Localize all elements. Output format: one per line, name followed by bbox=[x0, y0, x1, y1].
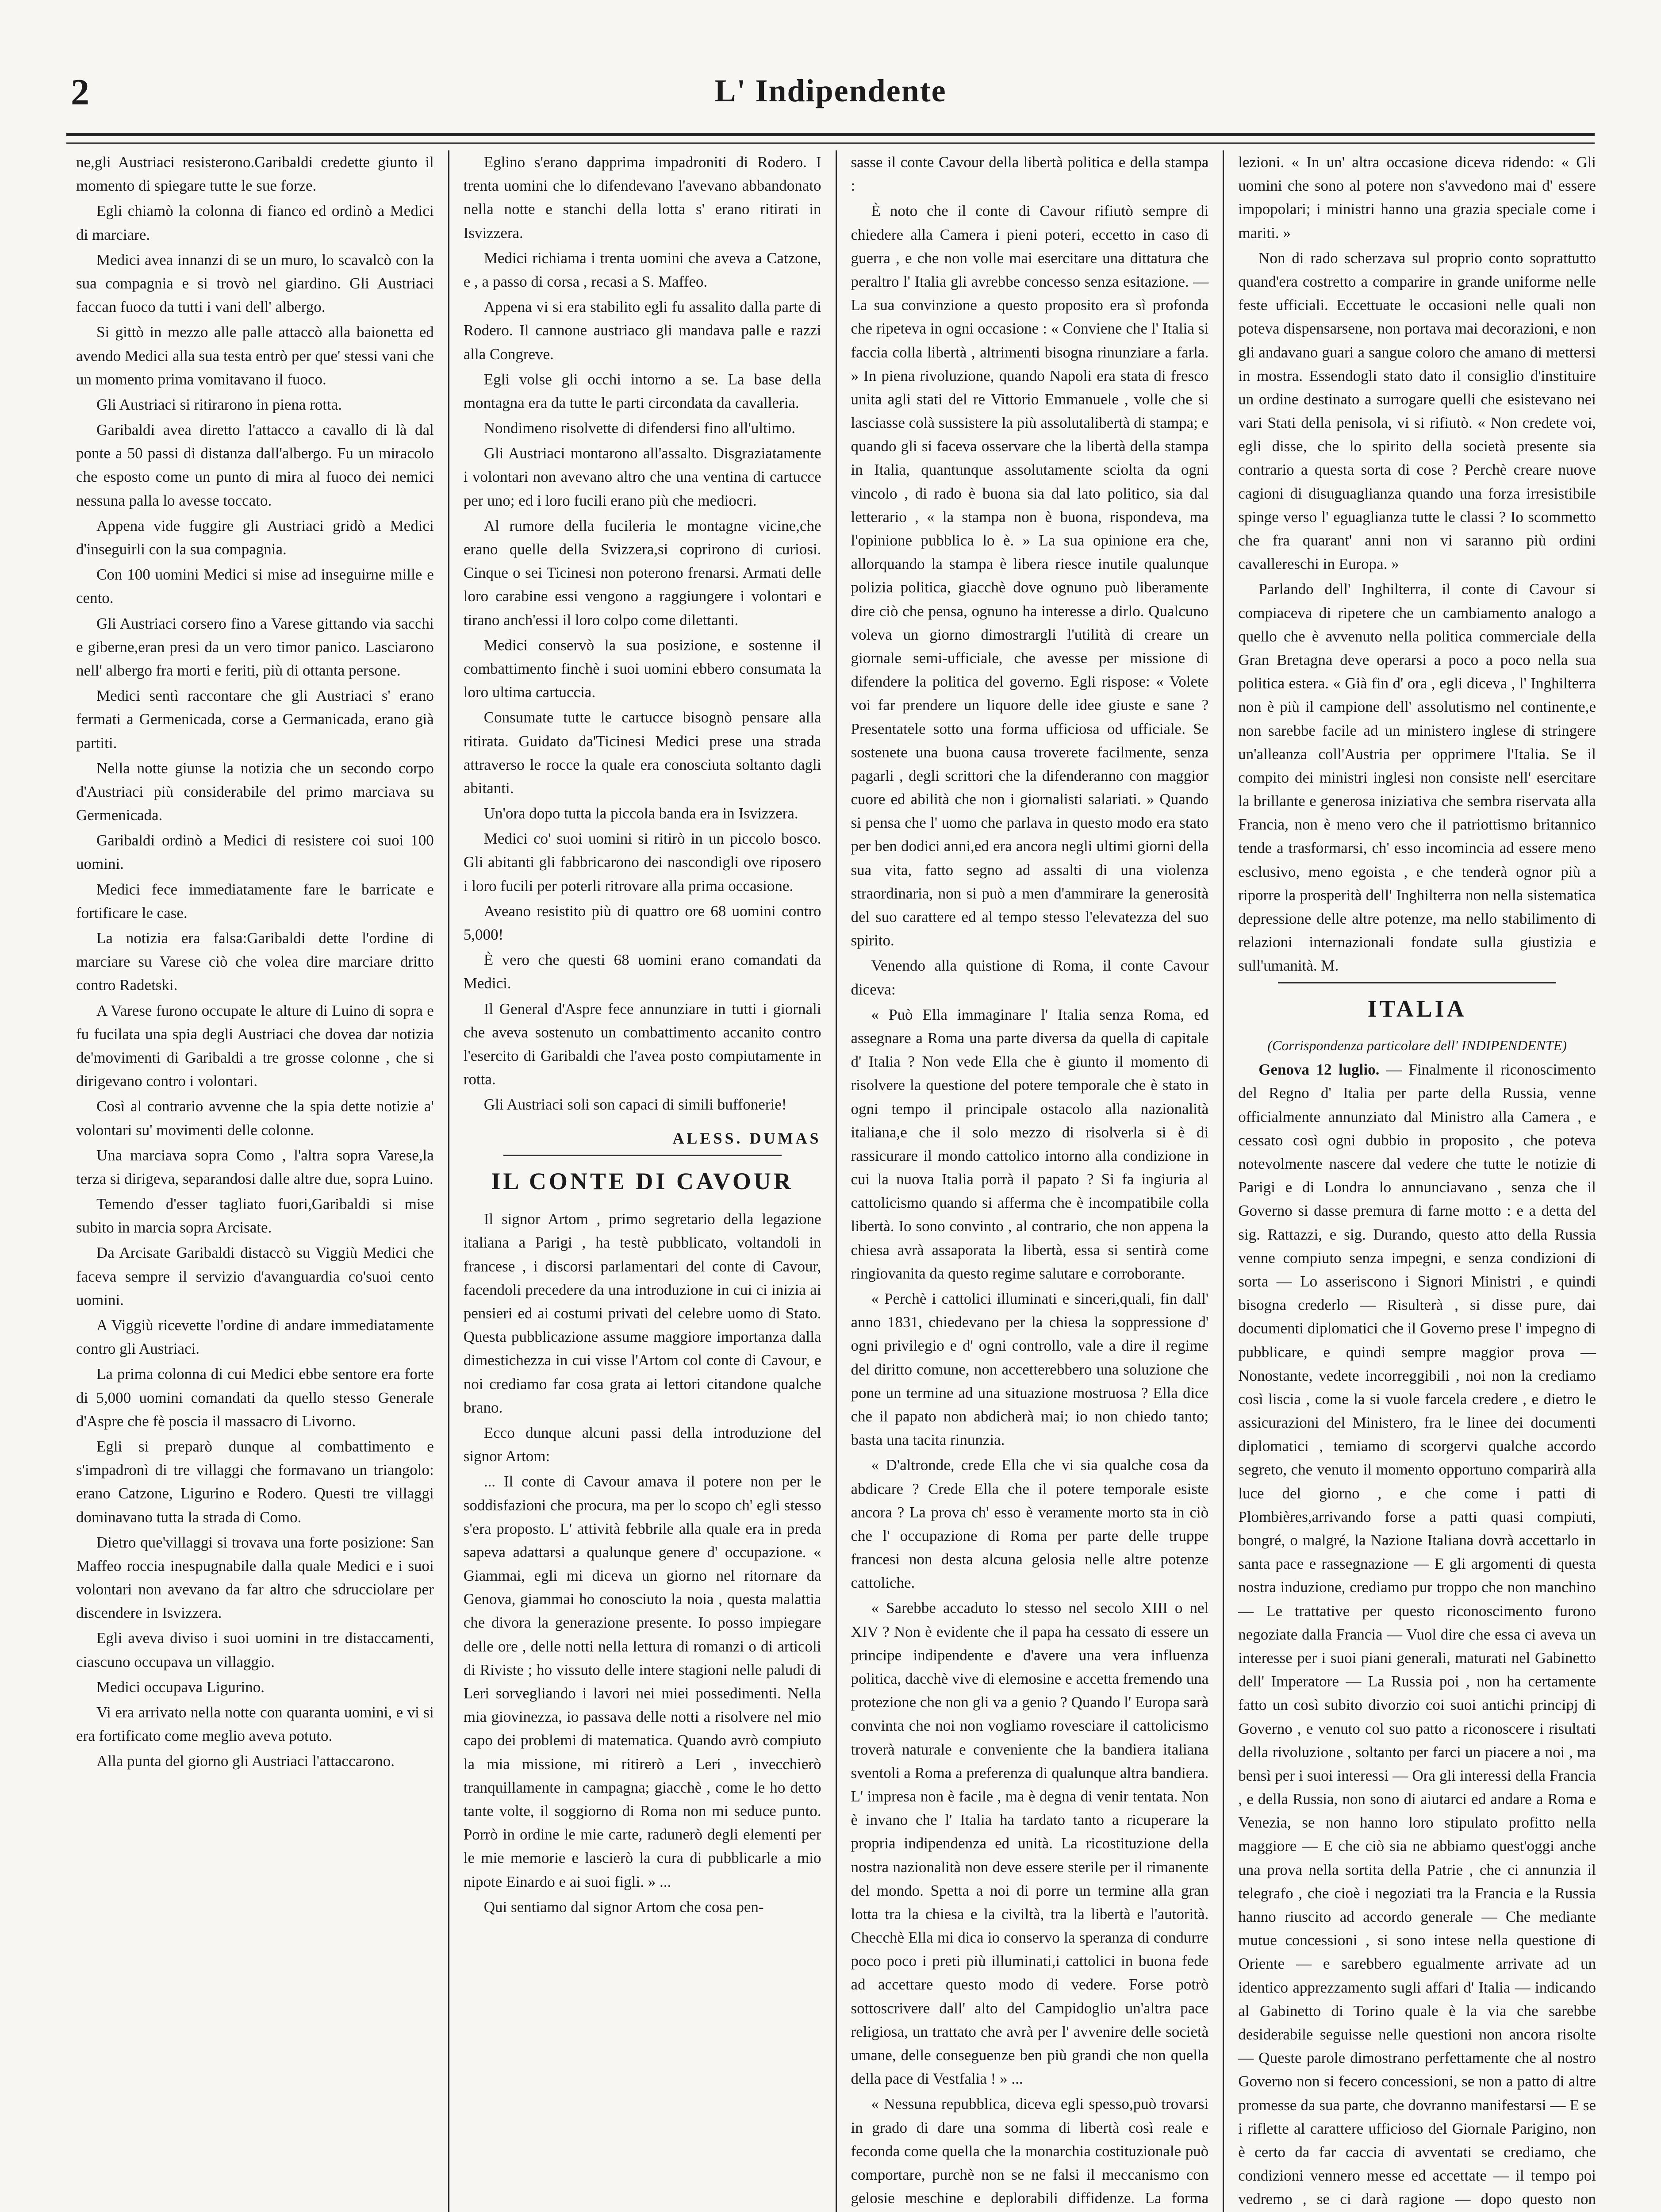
paragraph: Eglino s'erano dapprima impadroniti di Rodero. I trenta uomini che lo difendevano l'avevano abbandonato nella notte e stanchi della lotta s' erano ritirati in Isvizzera. bbox=[463, 154, 821, 242]
paragraph: lezioni. « In un' altra occasione diceva ridendo: « Gli uomini che sono al potere non s'avvedono mai d' essere impopolari; i ministri hanno una grazia speciale come i mariti. » bbox=[1238, 154, 1596, 242]
paragraph: È noto che il conte di Cavour rifiutò sempre di chiedere alla Camera i pieni poteri, eccetto in caso di guerra , e che non volle mai esercitare una dittatura che peraltro l' Italia gli avrebbe concesso senza esitazione. — La sua convinzione a questo proposito era sì profonda che ripeteva in ogni occasione : « Conviene che l' Italia si faccia colla libertà , altrimenti bisogna rinunziare a farla. » In piena rivoluzione, quando Napoli era stata di fresco unita agli stati del re Vittorio Emmanuele , volle che si lasciasse colà sussistere la più assolutalibertà di stampa; e quando gli si faceva osservare che la libertà della stampa in Italia, quantunque assolutamente sciolta da ogni vincolo , di rado è buona sia dal lato politico, sia dal letterario , « la stampa non è buona, rispondeva, ma l'opinione pubblica lo è. » La sua opinione era che, allorquando la stampa è libera riesce inutile qualunque polizia politica, giacchè dove ognuno può liberamente dire ciò che pensa, ognuno ha interesse a dirlo. Qualcuno voleva un giorno dimostrargli l'utilità di creare un giornale semi-ufficiale, che avesse per missione di difendere la politica del governo. Egli rispose: « Volete voi far prendere un liquore delle idee giuste e sane ? Presentatele sotto una forma ufficiosa od ufficiale. Se sostenete una buona causa troverete facilmente, senza pagarli , degli scrittori che la difenderanno con maggior cuore ed abilità che non i giornalisti salariati. » Quando si pensa che l' uomo che parlava in questo modo era stato per ben dodici anni,ed era ancora negli ultimi giorni della sua vita, fatto segno ad assalti di una violenza straordinaria, non si può a men d'ammirare la generosità del suo carattere ed al tempo stesso l'elevatezza del suo spirito. bbox=[851, 202, 1209, 949]
paragraph: Il General d'Aspre fece annunziare in tutti i giornali che aveva sostenuto un combattimento accanito contro l'esercito di Garibaldi che l'avea posto compiutamente in rotta. bbox=[463, 1000, 821, 1088]
page-header bbox=[40, 66, 1621, 133]
paragraph: Parlando dell' Inghilterra, il conte di Cavour si compiaceva di ripetere che un cambiamento analogo a quello che è avvenuto nella politica commerciale della Gran Bretagna deve operarsi a poco a poco nella sua politica estera. « Già fin d' ora , egli diceva , l' Inghilterra non è più il campione dell' assolutismo nel continente,e non sarebbe facile ad un ministero inglese di stringere un'alleanza coll'Austria per opprimere l'Italia. Se il compito dei ministri inglesi non consiste nell' esercitare la brillante e generosa iniziativa che sembra riservata alla Francia, non è meno vero che il patriottismo britannico tende a trasformarsi, ch' esso incomincia ad essere meno esclusivo, meno egoista , e che tenderà ognor più a riporre la prosperità dell' Inghilterra non nella sistematica depressione delle altre potenze, ma nello stabilimento di relazioni internazionali fondate sulla giustizia e sull'umanità. M. bbox=[1238, 580, 1596, 975]
section-divider bbox=[503, 1155, 782, 1156]
paragraph: Non di rado scherzava sul proprio conto soprattutto quand'era costretto a comparire in grande uniforme nelle feste ufficiali. Eccettuate le occasioni nelle quali non poteva dispensarsene, non portava mai decorazioni, e non gli andavano guari a sangue coloro che amano di mettersi in mostra. Essendogli stato dato il consiglio d'instituire un ordine destinato a surrogare quelli che esistevano nei vari Stati della penisola, vi si rifiutò. « Non credete voi, egli disse, che lo spirito della società presente sia contrario a questa sorta di cose ? Perchè creare nuove cagioni di disuguaglianza quando una forza irresistibile spinge verso l' eguaglianza tutte le classi ? Io scommetto che fra quarant' anni non vi saranno più ordini cavallereschi in Europa. » bbox=[1238, 249, 1596, 573]
paragraph: ne,gli Austriaci resisterono.Garibaldi credette giunto il momento di spiegare tutte le sue forze. bbox=[76, 154, 434, 195]
section-subtitle: (Corrispondenza particolare dell' INDIPENDENTE) bbox=[1267, 1037, 1567, 1053]
header-rule-thin bbox=[66, 142, 1595, 144]
paragraph: Appena vi si era stabilito egli fu assalito dalla parte di Rodero. Il cannone austriaco gli mandava palle e razzi alla Congreve. bbox=[463, 298, 821, 363]
dateline: Genova 12 luglio. bbox=[1258, 1061, 1380, 1079]
column-3 bbox=[837, 150, 1224, 2212]
quoted-passage: « Nessuna repubblica, diceva egli spesso,può trovarsi in grado di dare una somma di libertà così reale e feconda come quella che la monarchia costituzionale può comportare, purchè non se ne falsi il meccanismo con gelosie meschine e deplorabili diffidenze. La forma bbox=[851, 2095, 1209, 2207]
paragraph: Nella notte giunse la notizia che un secondo corpo d'Austriaci più considerabile del primo marciava su Germenicada. bbox=[76, 759, 434, 824]
paragraph: Nondimeno risolvette di difendersi fino all'ultimo. bbox=[483, 419, 795, 437]
quoted-passage: ... Il conte di Cavour amava il potere non per le soddisfazioni che procura, ma per lo scopo ch' egli stesso s'era proposto. L' attività febbrile alla quale era in preda sapeva adattarsi a qualunque genere d' occupazione. « Giammai, egli mi diceva un giorno nel ritornare da Genova, giammai ho conosciuto la noia , questa malattia che divora la generazione presente. Io posso impiegare delle ore , delle notti nella lettura di romanzi o di articoli di Riviste ; ho vissuto delle intere stagioni nelle paludi di Leri sorvegliando i lavori nei miei possedimenti. Nella mia giovinezza, io passava delle notti a risolvere nel mio capo dei problemi di matematica. Quando avrò compiuto la mia missione, mi ritirerò a Leri , invecchierò tranquillamente in campagna; giacchè , come le ho detto tante volte, il soggiorno di Roma non mi seduce punto. Porrò in ordine le mie carte, radunerò degli elementi per le mie memorie e lascierò la cura di pubblicarle a mio nipote Einardo e ai suoi figli. » ... bbox=[463, 1473, 821, 1890]
paragraph: sasse il conte Cavour della libertà politica e della stampa : bbox=[851, 154, 1209, 195]
paragraph: Egli chiamò la colonna di fianco ed ordinò a Medici di marciare. bbox=[76, 202, 434, 243]
paragraph: Vi era arrivato nella notte con quaranta uomini, e vi si era fortificato come meglio aveva potuto. bbox=[76, 1704, 434, 1745]
paragraph: Da Arcisate Garibaldi distaccò su Viggiù Medici che faceva sempre il servizio d'avanguardia co'suoi cento uomini. bbox=[76, 1244, 434, 1309]
article-signature: ALESS. DUMAS bbox=[672, 1129, 821, 1147]
paragraph: A Viggiù ricevette l'ordine di andare immediatamente contro gli Austriaci. bbox=[76, 1317, 434, 1358]
paragraph: Egli si preparò dunque al combattimento e s'impadronì di tre villaggi che formavano un triangolo: erano Catzone, Ligurino e Rodero. Questi tre villaggi dominavano tutta la strada di Como. bbox=[76, 1437, 434, 1526]
paragraph: È vero che questi 68 uomini erano comandati da Medici. bbox=[463, 951, 821, 992]
section-title-italia: ITALIA bbox=[1367, 995, 1467, 1022]
paragraph: Medici occupava Ligurino. bbox=[96, 1678, 265, 1696]
paragraph: Consumate tutte le cartucce bisognò pensare alla ritirata. Guidato da'Ticinesi Medici prese una strada attraverso le rocce la quale era conosciuta soltanto dagli abitanti. bbox=[463, 709, 821, 797]
quoted-passage: « Perchè i cattolici illuminati e sinceri,quali, fin dall' anno 1831, chiedevano per la chiesa la soppressione d' ogni privilegio e d' ogni controllo, vale a dire il regime del diritto comune, non accetterebbero una soluzione che pone un termine ad una situazione mostruosa ? Ella dice che il papato non abdicherà mai; io non chiedo tanto; basta una tacita rinunzia. bbox=[851, 1290, 1209, 1449]
paragraph: Qui sentiamo dal signor Artom che cosa pen- bbox=[483, 1898, 764, 1916]
text-columns bbox=[62, 150, 1610, 2212]
paragraph bbox=[1238, 1058, 1596, 2212]
paragraph: Così al contrario avvenne che la spia dette notizie a' volontari su' movimenti delle colonne. bbox=[76, 1098, 434, 1139]
paragraph: Medici sentì raccontare che gli Austriaci s' erano fermati a Germenicada, corse a Germanicada, erano già partiti. bbox=[76, 687, 434, 752]
paragraph: Gli Austriaci si ritirarono in piena rotta. bbox=[96, 396, 342, 413]
paragraph: Medici avea innanzi di se un muro, lo scavalcò con la sua compagnia e si trovò nel giardino. Gli Austriaci faccan fuoco da tutti i vani dell' albergo. bbox=[76, 251, 434, 316]
paragraph: Garibaldi ordinò a Medici di resistere coi suoi 100 uomini. bbox=[76, 832, 434, 873]
column-1 bbox=[62, 150, 449, 2212]
paragraph-text: — Finalmente il riconoscimento del Regno d' Italia per parte della Russia, venne officialmente annunziato dal Ministro alla Camera , e cessato così ogni dubbio in proposito , che poteva notevolmente nascere dal vedere che tutte le notizie di Parigi e di Londra lo annunciavano , senza che il Governo si dasse premura di farne motto : e a detta del sig. Rattazzi, e sig. Durando, questo atto della Russia venne compiuto senza impegni, e senza condizioni di sorta — Lo asseriscono i Signori Ministri , e quindi bisogna crederlo — Risulterà , si disse pure, dai documenti diplomatici che il Governo prese l' impegno di pubblicare, e quindi sempre maggior prova — Nonostante, vedete incorreggibili , noi non la crediamo così liscia , come la si vuole farcela credere , e dietro le assicurazioni del Ministero, fra le linee dei documenti diplomatici , temiamo di scorgervi qualche accordo segreto, che venuto il momento opportuno comparirà alla luce del giorno , e che come i patti di Plombières,arrivando forse a patti quasi compiuti, bongré, o malgré, la Nazione Italiana dovrà accettarlo in santa pace e rassegnazione — E gli argomenti di questa nostra induzione, crediamo pur troppo che non manchino — Le trattative per questo riconoscimento furono negoziate dalla Francia — Vuol dire che essa ci aveva un interesse per i suoi piani generali, maturati nel Gabinetto dell' Imperatore — La Russia poi , non ha certamente fatto un così subito divorzio coi suoi antichi principj di Governo , e venuto col suo patto a riconoscere i risultati della rivoluzione , soltanto per farci un piacere a noi , ma bensì per i suoi interessi — Ora gli interessi della Francia , e della Russia, non sono di aiutarci ed andare a Roma e Venezia, se non hanno loro stipulato profitto nella maggiore — E che ciò sia ne abbiamo quest'oggi anche una prova nella sortita della Patrie , che ci annunzia il telegrafo , che cioè i negoziati tra la Francia e la Russia hanno riuscito ad accordo generale — Che mediante mutue concessioni , si sono intese nella questione di Oriente — e sarebbero egualmente arrivate ad un identico apprezzamento sugli affari d' Italia — indicando al Gabinetto di Torino quale è la via che sarebbe desiderabile seguisse nelle questioni non ancora risolte — Queste parole dimostrano perfettamente che al nostro Governo non si fecero concessioni, se non a patto di altre promesse da sua parte, che dovranno manifestarsi — E se i riflette al carattere ufficioso del Giornale Parigino, non è certo da far caccia di avventati se crediamo, che condizioni vennero messe ed accettate — il tempo poi vedremo , se ci darà ragione — dopo questo non bbox=[1238, 1061, 1596, 2208]
paragraph: Egli aveva diviso i suoi uomini in tre distaccamenti, ciascuno occupava un villaggio. bbox=[76, 1629, 434, 1671]
paragraph: Venendo alla quistione di Roma, il conte Cavour diceva: bbox=[851, 957, 1209, 998]
paragraph: La prima colonna di cui Medici ebbe sentore era forte di 5,000 uomini comandati da quello stesso Generale d'Aspre che fè poscia il massacro di Livorno. bbox=[76, 1365, 434, 1430]
paragraph: Medici richiama i trenta uomini che aveva a Catzone, e , a passo di corsa , recasi a S. Maffeo. bbox=[463, 249, 821, 290]
section-divider bbox=[1278, 982, 1556, 983]
paragraph: Garibaldi avea diretto l'attacco a cavallo di là dal ponte a 50 passi di distanza dall'albergo. Fu un miracolo che esposto come un punto di mira al fuoco dei nemici nessuna palla lo avesse toccato. bbox=[76, 421, 434, 509]
paragraph: Il signor Artom , primo segretario della legazione italiana a Parigi , ha testè pubblicato, voltandoli in francese , i discorsi parlamentari del conte di Cavour, facendoli precedere da una introduzione in cui ci inizia ai pensieri ed ai costumi privati del celebre uomo di Stato. Questa pubblicazione assume maggiore importanza dalla dimestichezza in cui visse l'Artom col conte di Cavour, e noi crediamo far cosa grata ai lettori citandone qualche brano. bbox=[463, 1210, 821, 1416]
paragraph: A Varese furono occupate le alture di Luino di sopra e fu fucilata una spia degli Austriaci che dovea dar notizia de'movimenti di Garibaldi a tre grosse colonne , che si dirigevano contro i volontari. bbox=[76, 1002, 434, 1090]
quoted-passage: « Sarebbe accaduto lo stesso nel secolo XIII o nel XIV ? Non è evidente che il papa ha cessato di essere un principe indipendente e d'avere una vera influenza politica, dacchè vive di elemosine e accetta fremendo una protezione che non gli va a genio ? Quando l' Europa sarà convinta che noi non vogliamo rovesciare il cattolicismo troverà naturale e conveniente che la bandiera italiana sventoli a Roma a preferenza di qualunque altra bandiera. L' impresa non è facile , ma è degna di venir tentata. Non è invano che l' Italia ha tardato tanto a ricuperare la propria indipendenza ed unità. La ricostituzione della nostra nazionalità non deve essere sterile per il rimanente del mondo. Spetta a noi di porre un termine alla gran lotta tra la chiesa e la civiltà, tra la libertà e l'autorità. Checchè Ella mi dica io conservo la speranza di condurre poco poco i preti più illuminati,i cattolici in buona fede ad accettare questo modo di vedere. Forse potrò sottoscrivere dall' alto del Campidoglio un'altra pace religiosa, un trattato che avrà per l' avvenire delle società umane, delle conseguenze ben più grandi che non quella della pace di Vestfalia ! » ... bbox=[851, 1599, 1209, 2088]
paragraph: Temendo d'esser tagliato fuori,Garibaldi si mise subito in marcia sopra Arcisate. bbox=[76, 1195, 434, 1237]
page-number: 2 bbox=[71, 72, 89, 113]
quoted-passage: « D'altronde, crede Ella che vi sia qualche cosa da abdicare ? Crede Ella che il potere temporale esiste ancora ? La prova ch' esso è veramente morto sta in ciò che l' occupazione di Roma per parte delle truppe francesi non desta alcuna gelosia nelle altre potenze cattoliche. bbox=[851, 1456, 1209, 1592]
column-4 bbox=[1224, 150, 1610, 2212]
paragraph: Un'ora dopo tutta la piccola banda era in Isvizzera. bbox=[483, 805, 798, 822]
paragraph: La notizia era falsa:Garibaldi dette l'ordine di marciare su Varese ciò che volea dire marciare dritto contro Radetski. bbox=[76, 929, 434, 994]
paragraph: Appena vide fuggire gli Austriaci gridò a Medici d'inseguirli con la sua compagnia. bbox=[76, 517, 434, 558]
paragraph: Dietro que'villaggi si trovava una forte posizione: San Maffeo roccia inespugnabile dalla quale Medici e i suoi volontari non avevano da far altro che sdrucciolare per discendere in Isvizzera. bbox=[76, 1533, 434, 1622]
column-2 bbox=[449, 150, 837, 2212]
paragraph: Al rumore della fucileria le montagne vicine,che erano quelle della Svizzera,si coprirono di curiosi. Cinque o sei Ticinesi non poterono frenarsi. Armati delle loro carabine essi vengono a raggiungere i volontari e tirano anch'essi il loro colpo come dilettanti. bbox=[463, 517, 821, 629]
paragraph: Con 100 uomini Medici si mise ad inseguirne mille e cento. bbox=[76, 566, 434, 607]
paragraph: Ecco dunque alcuni passi della introduzione del signor Artom: bbox=[463, 1424, 821, 1465]
paragraph: Una marciava sopra Como , l'altra sopra Varese,la terza si dirigeva, separandosi dalle altre due, sopra Luino. bbox=[76, 1146, 434, 1187]
paragraph: Aveano resistito più di quattro ore 68 uomini contro 5,000! bbox=[463, 902, 821, 943]
paragraph: Medici fece immediatamente fare le barricate e fortificare le case. bbox=[76, 880, 434, 922]
paragraph: Si gittò in mezzo alle palle attaccò alla baionetta ed avendo Medici alla sua testa entrò per que' stessi vani che un momento prima vomitavano il fuoco. bbox=[76, 323, 434, 388]
section-title-cavour: IL CONTE DI CAVOUR bbox=[491, 1168, 794, 1195]
header-rule bbox=[66, 133, 1595, 136]
paragraph: Gli Austriaci corsero fino a Varese gittando via sacchi e giberne,eran presi da un vero timor panico. Lasciarono nell' albergo fra morti e feriti, più di ottanta persone. bbox=[76, 614, 434, 679]
paragraph: Medici conservò la sua posizione, e sostenne il combattimento finchè i suoi uomini ebbero consumata la loro ultima cartuccia. bbox=[463, 636, 821, 701]
masthead-title: L' Indipendente bbox=[714, 73, 947, 108]
paragraph: Alla punta del giorno gli Austriaci l'attaccarono. bbox=[96, 1752, 395, 1770]
paragraph: Medici co' suoi uomini si ritirò in un piccolo bosco. Gli abitanti gli fabbricarono dei nascondigli ove riposero i loro fucili per poterli ritrovare alla prima occasione. bbox=[463, 830, 821, 895]
quoted-passage: « Può Ella immaginare l' Italia senza Roma, ed assegnare a Roma una parte diversa da quella di capitale d' Italia ? Non vede Ella che è giunto il momento di risolvere la questione del potere temporale che è stato in ogni tempo il principale ostacolo alla nazionalità italiana,e che il solo mezzo di risolverla si è di rassicurare il mondo cattolico intorno alla condizione in cui la nuova Italia porrà il papato ? Si fa ingiuria al cattolicismo quando si afferma che è incompatibile colla libertà. Io sono convinto , al contrario, che non appena la chiesa avrà assaporata la libertà, essa si sentirà come ringiovanita da questo regime salutare e corroborante. bbox=[851, 1006, 1209, 1282]
paragraph: Gli Austriaci montarono all'assalto. Disgraziatamente i volontari non avevano altro che una ventina di cartucce per uno; ed i loro fucili erano più che mediocri. bbox=[463, 445, 821, 509]
paragraph: Egli volse gli occhi intorno a se. La base della montagna era da tutte le parti circondata da cavalleria. bbox=[463, 370, 821, 411]
paragraph: Gli Austriaci soli son capaci di simili buffonerie! bbox=[483, 1096, 787, 1114]
